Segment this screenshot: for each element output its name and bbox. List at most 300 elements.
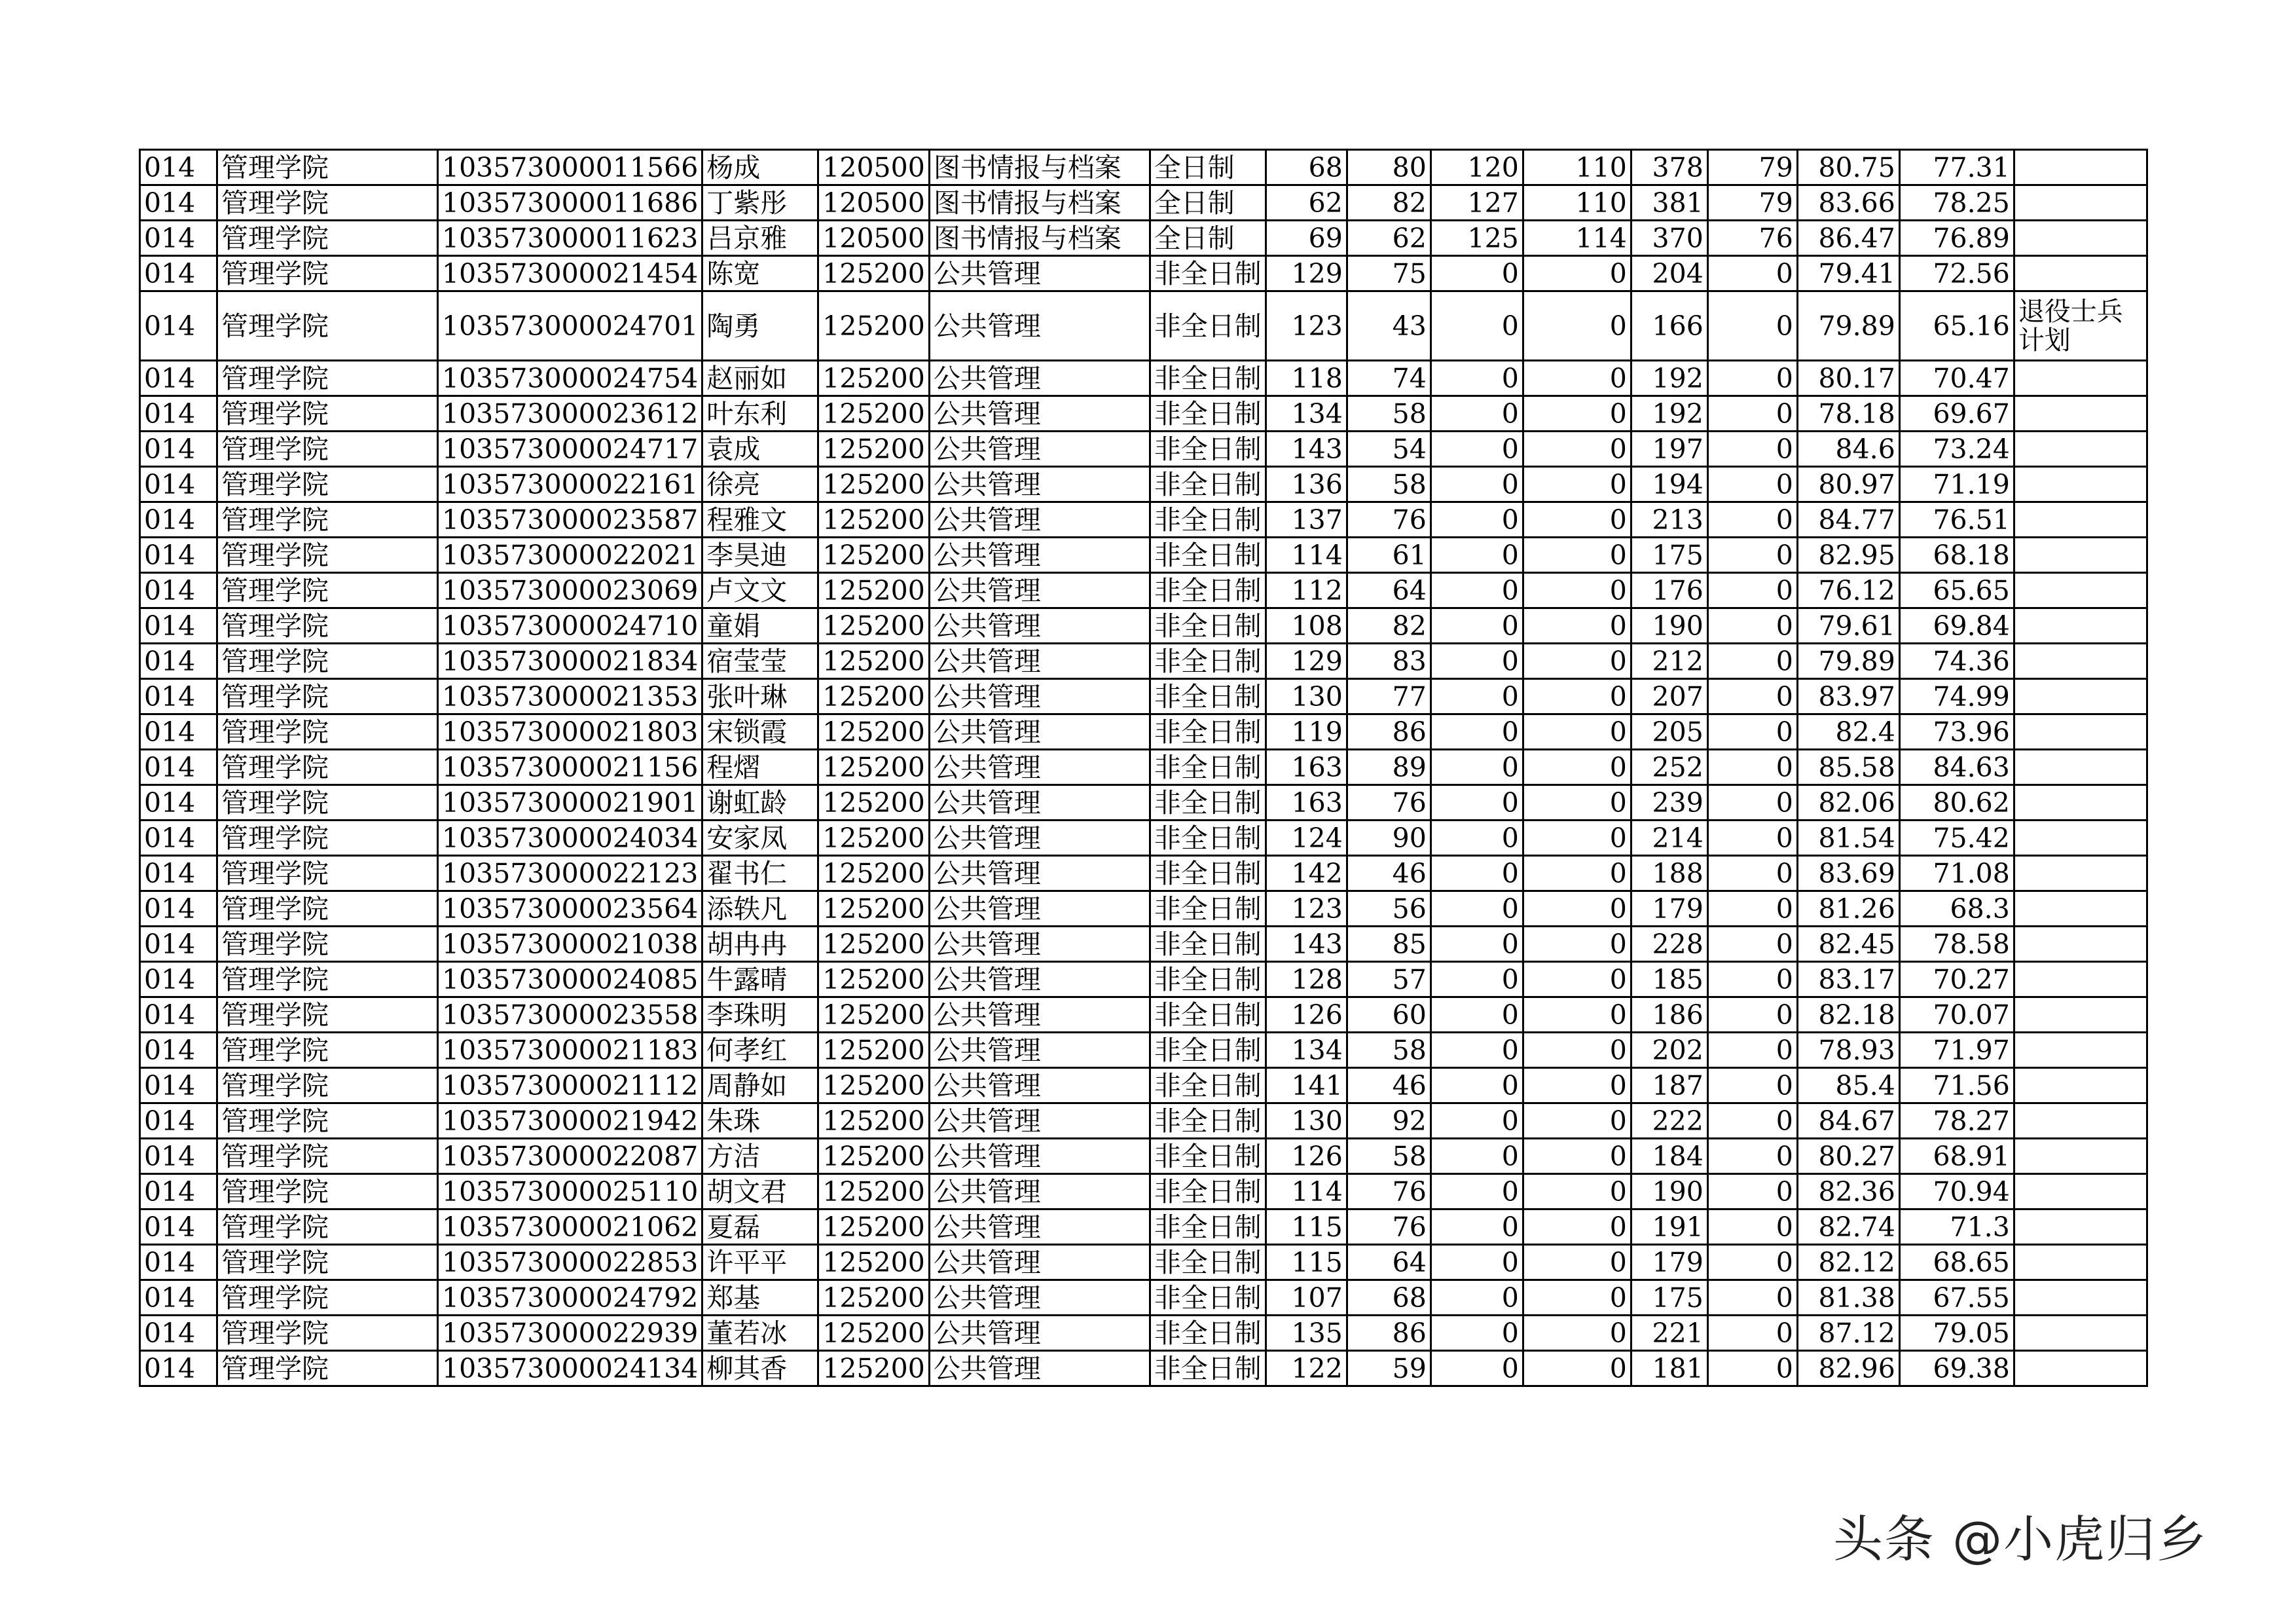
- politics-score-cell: 143: [1266, 432, 1347, 467]
- table-row: [140, 150, 2147, 185]
- ranking-score-cell: 0: [1707, 1351, 1797, 1386]
- subject1-score-cell: 0: [1430, 644, 1523, 679]
- remark-cell: [2014, 502, 2147, 538]
- subject2-score-cell: 0: [1523, 1245, 1631, 1280]
- table-row: [140, 1174, 2147, 1209]
- college-code-cell: 014: [140, 185, 217, 221]
- major-name-cell: 公共管理: [929, 1209, 1150, 1245]
- remark-cell: [2014, 1068, 2147, 1103]
- ranking-score-cell: 0: [1707, 1209, 1797, 1245]
- subject2-score-cell: 114: [1523, 221, 1631, 256]
- final-score-cell: 69.38: [1899, 1351, 2014, 1386]
- retest-score-cell: 80.97: [1797, 467, 1899, 502]
- candidate-id-cell: 103573000024717: [438, 432, 702, 467]
- candidate-id-cell: 103573000023558: [438, 997, 702, 1033]
- college-name-cell: 管理学院: [217, 962, 438, 997]
- retest-score-cell: 83.97: [1797, 679, 1899, 714]
- major-name-cell: 公共管理: [929, 785, 1150, 821]
- major-code-cell: 125200: [818, 891, 930, 927]
- ranking-score-cell: 0: [1707, 856, 1797, 891]
- foreign-language-score-cell: 77: [1347, 679, 1430, 714]
- college-code-cell: 014: [140, 856, 217, 891]
- table-row: [140, 997, 2147, 1033]
- subject2-score-cell: 0: [1523, 291, 1631, 361]
- major-code-cell: 125200: [818, 1103, 930, 1139]
- initial-total-cell: 184: [1631, 1139, 1707, 1174]
- remark-cell: [2014, 608, 2147, 644]
- major-code-cell: 125200: [818, 1280, 930, 1316]
- subject1-score-cell: 0: [1430, 1245, 1523, 1280]
- foreign-language-score-cell: 80: [1347, 150, 1430, 185]
- major-code-cell: 125200: [818, 856, 930, 891]
- table-row: [140, 644, 2147, 679]
- politics-score-cell: 123: [1266, 291, 1347, 361]
- politics-score-cell: 129: [1266, 256, 1347, 291]
- study-mode-cell: 非全日制: [1150, 1174, 1266, 1209]
- remark-cell: [2014, 1245, 2147, 1280]
- candidate-name-cell: 柳其香: [702, 1351, 818, 1386]
- table-row: [140, 396, 2147, 432]
- college-name-cell: 管理学院: [217, 1316, 438, 1351]
- college-code-cell: 014: [140, 1033, 217, 1068]
- table-row: [140, 573, 2147, 608]
- remark-cell: [2014, 997, 2147, 1033]
- subject1-score-cell: 0: [1430, 997, 1523, 1033]
- study-mode-cell: 非全日制: [1150, 573, 1266, 608]
- retest-score-cell: 82.06: [1797, 785, 1899, 821]
- ranking-score-cell: 0: [1707, 927, 1797, 962]
- retest-score-cell: 81.38: [1797, 1280, 1899, 1316]
- final-score-cell: 65.16: [1899, 291, 2014, 361]
- final-score-cell: 79.05: [1899, 1316, 2014, 1351]
- table-body: [140, 150, 2147, 1386]
- subject2-score-cell: 0: [1523, 1209, 1631, 1245]
- table-row: [140, 927, 2147, 962]
- initial-total-cell: 239: [1631, 785, 1707, 821]
- college-name-cell: 管理学院: [217, 502, 438, 538]
- ranking-score-cell: 0: [1707, 1033, 1797, 1068]
- initial-total-cell: 370: [1631, 221, 1707, 256]
- major-code-cell: 125200: [818, 750, 930, 785]
- study-mode-cell: 非全日制: [1150, 891, 1266, 927]
- final-score-cell: 80.62: [1899, 785, 2014, 821]
- foreign-language-score-cell: 89: [1347, 750, 1430, 785]
- final-score-cell: 71.19: [1899, 467, 2014, 502]
- initial-total-cell: 192: [1631, 361, 1707, 396]
- retest-score-cell: 82.36: [1797, 1174, 1899, 1209]
- candidate-name-cell: 谢虹龄: [702, 785, 818, 821]
- initial-total-cell: 190: [1631, 608, 1707, 644]
- major-code-cell: 125200: [818, 256, 930, 291]
- college-name-cell: 管理学院: [217, 1033, 438, 1068]
- ranking-score-cell: 0: [1707, 962, 1797, 997]
- candidate-name-cell: 周静如: [702, 1068, 818, 1103]
- college-name-cell: 管理学院: [217, 1174, 438, 1209]
- study-mode-cell: 全日制: [1150, 150, 1266, 185]
- ranking-score-cell: 0: [1707, 573, 1797, 608]
- college-code-cell: 014: [140, 1351, 217, 1386]
- study-mode-cell: 非全日制: [1150, 785, 1266, 821]
- candidate-id-cell: 103573000024754: [438, 361, 702, 396]
- subject2-score-cell: 0: [1523, 608, 1631, 644]
- study-mode-cell: 非全日制: [1150, 1280, 1266, 1316]
- final-score-cell: 78.27: [1899, 1103, 2014, 1139]
- college-name-cell: 管理学院: [217, 644, 438, 679]
- candidate-name-cell: 李昊迪: [702, 538, 818, 573]
- subject2-score-cell: 0: [1523, 644, 1631, 679]
- table-row: [140, 1209, 2147, 1245]
- study-mode-cell: 非全日制: [1150, 1316, 1266, 1351]
- politics-score-cell: 143: [1266, 927, 1347, 962]
- college-name-cell: 管理学院: [217, 785, 438, 821]
- remark-cell: [2014, 185, 2147, 221]
- college-name-cell: 管理学院: [217, 1068, 438, 1103]
- major-name-cell: 公共管理: [929, 396, 1150, 432]
- retest-score-cell: 76.12: [1797, 573, 1899, 608]
- major-name-cell: 公共管理: [929, 679, 1150, 714]
- college-name-cell: 管理学院: [217, 1209, 438, 1245]
- subject2-score-cell: 0: [1523, 1068, 1631, 1103]
- study-mode-cell: 全日制: [1150, 221, 1266, 256]
- ranking-score-cell: 0: [1707, 1139, 1797, 1174]
- study-mode-cell: 非全日制: [1150, 679, 1266, 714]
- final-score-cell: 70.27: [1899, 962, 2014, 997]
- college-name-cell: 管理学院: [217, 1351, 438, 1386]
- candidate-id-cell: 103573000021183: [438, 1033, 702, 1068]
- table-row: [140, 679, 2147, 714]
- candidate-id-cell: 103573000024701: [438, 291, 702, 361]
- college-code-cell: 014: [140, 221, 217, 256]
- subject2-score-cell: 0: [1523, 891, 1631, 927]
- college-code-cell: 014: [140, 927, 217, 962]
- major-code-cell: 125200: [818, 502, 930, 538]
- candidate-name-cell: 陈宽: [702, 256, 818, 291]
- initial-total-cell: 194: [1631, 467, 1707, 502]
- foreign-language-score-cell: 46: [1347, 1068, 1430, 1103]
- final-score-cell: 84.63: [1899, 750, 2014, 785]
- remark-cell: [2014, 1351, 2147, 1386]
- major-name-cell: 公共管理: [929, 856, 1150, 891]
- subject2-score-cell: 0: [1523, 467, 1631, 502]
- study-mode-cell: 非全日制: [1150, 361, 1266, 396]
- foreign-language-score-cell: 54: [1347, 432, 1430, 467]
- major-code-cell: 120500: [818, 150, 930, 185]
- candidate-id-cell: 103573000022087: [438, 1139, 702, 1174]
- major-name-cell: 公共管理: [929, 467, 1150, 502]
- remark-cell: [2014, 1280, 2147, 1316]
- college-code-cell: 014: [140, 1139, 217, 1174]
- major-name-cell: 图书情报与档案: [929, 150, 1150, 185]
- table-row: [140, 785, 2147, 821]
- subject1-score-cell: 0: [1430, 502, 1523, 538]
- major-name-cell: 公共管理: [929, 821, 1150, 856]
- major-name-cell: 公共管理: [929, 1351, 1150, 1386]
- initial-total-cell: 207: [1631, 679, 1707, 714]
- subject1-score-cell: 0: [1430, 1209, 1523, 1245]
- candidate-name-cell: 程雅文: [702, 502, 818, 538]
- study-mode-cell: 全日制: [1150, 185, 1266, 221]
- candidate-name-cell: 徐亮: [702, 467, 818, 502]
- initial-total-cell: 185: [1631, 962, 1707, 997]
- college-code-cell: 014: [140, 502, 217, 538]
- foreign-language-score-cell: 86: [1347, 1316, 1430, 1351]
- study-mode-cell: 非全日制: [1150, 538, 1266, 573]
- retest-score-cell: 79.89: [1797, 291, 1899, 361]
- remark-cell: [2014, 1139, 2147, 1174]
- remark-cell: [2014, 538, 2147, 573]
- retest-score-cell: 80.17: [1797, 361, 1899, 396]
- major-name-cell: 公共管理: [929, 361, 1150, 396]
- college-code-cell: 014: [140, 1209, 217, 1245]
- subject1-score-cell: 0: [1430, 1174, 1523, 1209]
- candidate-name-cell: 方洁: [702, 1139, 818, 1174]
- foreign-language-score-cell: 64: [1347, 1245, 1430, 1280]
- subject2-score-cell: 110: [1523, 185, 1631, 221]
- politics-score-cell: 142: [1266, 856, 1347, 891]
- final-score-cell: 71.97: [1899, 1033, 2014, 1068]
- final-score-cell: 78.58: [1899, 927, 2014, 962]
- ranking-score-cell: 0: [1707, 361, 1797, 396]
- subject2-score-cell: 0: [1523, 714, 1631, 750]
- foreign-language-score-cell: 83: [1347, 644, 1430, 679]
- remark-cell: [2014, 679, 2147, 714]
- candidate-id-cell: 103573000023069: [438, 573, 702, 608]
- table-row: [140, 1316, 2147, 1351]
- ranking-score-cell: 0: [1707, 608, 1797, 644]
- subject2-score-cell: 0: [1523, 573, 1631, 608]
- college-code-cell: 014: [140, 821, 217, 856]
- major-code-cell: 125200: [818, 573, 930, 608]
- college-code-cell: 014: [140, 714, 217, 750]
- table-row: [140, 750, 2147, 785]
- candidate-id-cell: 103573000011623: [438, 221, 702, 256]
- final-score-cell: 74.36: [1899, 644, 2014, 679]
- final-score-cell: 72.56: [1899, 256, 2014, 291]
- foreign-language-score-cell: 58: [1347, 396, 1430, 432]
- initial-total-cell: 221: [1631, 1316, 1707, 1351]
- retest-score-cell: 83.17: [1797, 962, 1899, 997]
- major-code-cell: 125200: [818, 962, 930, 997]
- major-code-cell: 125200: [818, 467, 930, 502]
- candidate-id-cell: 103573000021803: [438, 714, 702, 750]
- major-name-cell: 公共管理: [929, 502, 1150, 538]
- major-name-cell: 公共管理: [929, 1280, 1150, 1316]
- initial-total-cell: 181: [1631, 1351, 1707, 1386]
- subject1-score-cell: 0: [1430, 856, 1523, 891]
- initial-total-cell: 179: [1631, 891, 1707, 927]
- foreign-language-score-cell: 90: [1347, 821, 1430, 856]
- final-score-cell: 68.91: [1899, 1139, 2014, 1174]
- table-row: [140, 1103, 2147, 1139]
- college-name-cell: 管理学院: [217, 221, 438, 256]
- initial-total-cell: 175: [1631, 538, 1707, 573]
- politics-score-cell: 129: [1266, 644, 1347, 679]
- retest-score-cell: 78.18: [1797, 396, 1899, 432]
- major-name-cell: 公共管理: [929, 538, 1150, 573]
- candidate-id-cell: 103573000024710: [438, 608, 702, 644]
- study-mode-cell: 非全日制: [1150, 714, 1266, 750]
- initial-total-cell: 205: [1631, 714, 1707, 750]
- politics-score-cell: 119: [1266, 714, 1347, 750]
- initial-total-cell: 191: [1631, 1209, 1707, 1245]
- politics-score-cell: 122: [1266, 1351, 1347, 1386]
- initial-total-cell: 190: [1631, 1174, 1707, 1209]
- ranking-score-cell: 79: [1707, 150, 1797, 185]
- final-score-cell: 70.94: [1899, 1174, 2014, 1209]
- politics-score-cell: 135: [1266, 1316, 1347, 1351]
- initial-total-cell: 378: [1631, 150, 1707, 185]
- candidate-id-cell: 103573000024792: [438, 1280, 702, 1316]
- remark-cell: [2014, 361, 2147, 396]
- remark-cell: [2014, 467, 2147, 502]
- remark-cell: [2014, 927, 2147, 962]
- retest-score-cell: 79.61: [1797, 608, 1899, 644]
- major-code-cell: 120500: [818, 221, 930, 256]
- study-mode-cell: 非全日制: [1150, 467, 1266, 502]
- foreign-language-score-cell: 82: [1347, 608, 1430, 644]
- subject1-score-cell: 0: [1430, 432, 1523, 467]
- final-score-cell: 69.84: [1899, 608, 2014, 644]
- final-score-cell: 70.47: [1899, 361, 2014, 396]
- subject1-score-cell: 127: [1430, 185, 1523, 221]
- major-code-cell: 125200: [818, 1245, 930, 1280]
- major-code-cell: 125200: [818, 1068, 930, 1103]
- politics-score-cell: 108: [1266, 608, 1347, 644]
- foreign-language-score-cell: 76: [1347, 1209, 1430, 1245]
- candidate-name-cell: 丁紫彤: [702, 185, 818, 221]
- table-row: [140, 1280, 2147, 1316]
- subject1-score-cell: 0: [1430, 1139, 1523, 1174]
- politics-score-cell: 130: [1266, 679, 1347, 714]
- final-score-cell: 69.67: [1899, 396, 2014, 432]
- politics-score-cell: 112: [1266, 573, 1347, 608]
- candidate-id-cell: 103573000021112: [438, 1068, 702, 1103]
- politics-score-cell: 69: [1266, 221, 1347, 256]
- major-name-cell: 公共管理: [929, 714, 1150, 750]
- college-name-cell: 管理学院: [217, 432, 438, 467]
- college-name-cell: 管理学院: [217, 1280, 438, 1316]
- retest-score-cell: 82.4: [1797, 714, 1899, 750]
- foreign-language-score-cell: 76: [1347, 1174, 1430, 1209]
- study-mode-cell: 非全日制: [1150, 644, 1266, 679]
- foreign-language-score-cell: 43: [1347, 291, 1430, 361]
- politics-score-cell: 141: [1266, 1068, 1347, 1103]
- retest-score-cell: 84.77: [1797, 502, 1899, 538]
- college-code-cell: 014: [140, 679, 217, 714]
- subject1-score-cell: 0: [1430, 1280, 1523, 1316]
- retest-score-cell: 85.58: [1797, 750, 1899, 785]
- candidate-name-cell: 安家凤: [702, 821, 818, 856]
- foreign-language-score-cell: 60: [1347, 997, 1430, 1033]
- subject1-score-cell: 0: [1430, 821, 1523, 856]
- table-row: [140, 1033, 2147, 1068]
- table-row: [140, 891, 2147, 927]
- candidate-name-cell: 陶勇: [702, 291, 818, 361]
- major-code-cell: 125200: [818, 785, 930, 821]
- retest-score-cell: 84.67: [1797, 1103, 1899, 1139]
- retest-score-cell: 82.74: [1797, 1209, 1899, 1245]
- college-code-cell: 014: [140, 785, 217, 821]
- politics-score-cell: 118: [1266, 361, 1347, 396]
- major-name-cell: 公共管理: [929, 1174, 1150, 1209]
- candidate-id-cell: 103573000023564: [438, 891, 702, 927]
- study-mode-cell: 非全日制: [1150, 1139, 1266, 1174]
- initial-total-cell: 175: [1631, 1280, 1707, 1316]
- initial-total-cell: 197: [1631, 432, 1707, 467]
- final-score-cell: 75.42: [1899, 821, 2014, 856]
- college-code-cell: 014: [140, 608, 217, 644]
- college-name-cell: 管理学院: [217, 361, 438, 396]
- college-name-cell: 管理学院: [217, 256, 438, 291]
- initial-total-cell: 252: [1631, 750, 1707, 785]
- subject2-score-cell: 0: [1523, 1033, 1631, 1068]
- major-code-cell: 125200: [818, 1209, 930, 1245]
- initial-total-cell: 188: [1631, 856, 1707, 891]
- major-name-cell: 图书情报与档案: [929, 185, 1150, 221]
- initial-total-cell: 204: [1631, 256, 1707, 291]
- table-row: [140, 221, 2147, 256]
- table-row: [140, 856, 2147, 891]
- college-code-cell: 014: [140, 150, 217, 185]
- candidate-id-cell: 103573000024134: [438, 1351, 702, 1386]
- subject2-score-cell: 0: [1523, 785, 1631, 821]
- candidate-name-cell: 添轶凡: [702, 891, 818, 927]
- candidate-id-cell: 103573000011566: [438, 150, 702, 185]
- subject1-score-cell: 0: [1430, 467, 1523, 502]
- major-code-cell: 125200: [818, 821, 930, 856]
- candidate-name-cell: 董若冰: [702, 1316, 818, 1351]
- study-mode-cell: 非全日制: [1150, 1103, 1266, 1139]
- remark-cell: [2014, 1033, 2147, 1068]
- politics-score-cell: 114: [1266, 1174, 1347, 1209]
- college-code-cell: 014: [140, 538, 217, 573]
- subject2-score-cell: 0: [1523, 856, 1631, 891]
- initial-total-cell: 187: [1631, 1068, 1707, 1103]
- politics-score-cell: 163: [1266, 785, 1347, 821]
- remark-cell: [2014, 221, 2147, 256]
- initial-total-cell: 192: [1631, 396, 1707, 432]
- watermark-text: 头条 @小虎归乡: [1833, 1510, 2208, 1568]
- subject2-score-cell: 0: [1523, 927, 1631, 962]
- politics-score-cell: 115: [1266, 1245, 1347, 1280]
- initial-total-cell: 213: [1631, 502, 1707, 538]
- major-name-cell: 公共管理: [929, 927, 1150, 962]
- candidate-id-cell: 103573000022161: [438, 467, 702, 502]
- major-name-cell: 公共管理: [929, 1245, 1150, 1280]
- subject2-score-cell: 0: [1523, 962, 1631, 997]
- college-code-cell: 014: [140, 1068, 217, 1103]
- college-code-cell: 014: [140, 1245, 217, 1280]
- college-code-cell: 014: [140, 1280, 217, 1316]
- major-name-cell: 公共管理: [929, 891, 1150, 927]
- politics-score-cell: 134: [1266, 1033, 1347, 1068]
- remark-cell: [2014, 1174, 2147, 1209]
- college-name-cell: 管理学院: [217, 185, 438, 221]
- college-code-cell: 014: [140, 1103, 217, 1139]
- subject2-score-cell: 0: [1523, 821, 1631, 856]
- candidate-name-cell: 张叶琳: [702, 679, 818, 714]
- subject2-score-cell: 0: [1523, 750, 1631, 785]
- remark-cell: [2014, 1209, 2147, 1245]
- major-code-cell: 125200: [818, 714, 930, 750]
- candidate-id-cell: 103573000023612: [438, 396, 702, 432]
- candidate-id-cell: 103573000022853: [438, 1245, 702, 1280]
- major-code-cell: 125200: [818, 644, 930, 679]
- major-code-cell: 125200: [818, 361, 930, 396]
- table-row: [140, 467, 2147, 502]
- study-mode-cell: 非全日制: [1150, 1245, 1266, 1280]
- final-score-cell: 78.25: [1899, 185, 2014, 221]
